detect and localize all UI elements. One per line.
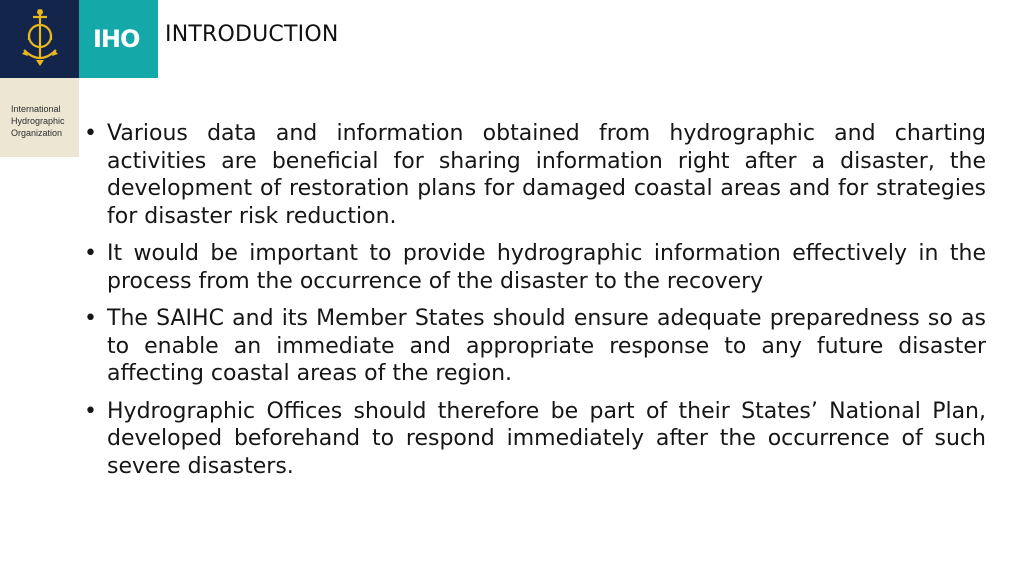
iho-emblem-logo <box>0 0 79 78</box>
iho-wordmark-logo <box>79 0 158 78</box>
org-name-line-3: Organization <box>11 128 63 138</box>
bullet-marker: • <box>84 241 97 266</box>
bullet-item-1 <box>84 120 986 230</box>
organization-name-block <box>0 78 79 157</box>
bullet-marker: • <box>84 398 97 424</box>
bullet-marker: • <box>84 121 97 146</box>
bullet-item-4 <box>84 398 986 481</box>
slide-title: INTRODUCTION <box>165 22 339 47</box>
bullet-item-2 <box>84 240 986 295</box>
bullet-text: Various data and information obtained from hydrographic and charting activities are beneficial for sharing information right after a disaster, the development of restoration plans for damaged coastal areas and for strategies for disaster risk reduction. <box>107 121 986 229</box>
bullet-item-3 <box>84 305 986 388</box>
bullet-marker: • <box>84 306 97 331</box>
bullet-list <box>84 120 986 490</box>
iho-abbreviation: IHO <box>93 25 140 53</box>
org-name-line-2: Hydrographic <box>11 116 65 126</box>
anchor-emblem-icon <box>0 0 79 78</box>
bullet-text: It would be important to provide hydrographic information effectively in the process from the occurrence of the disaster to the recovery <box>107 241 986 294</box>
bullet-text: Hydrographic Offices should therefore be part of their States’ National Plan, developed beforehand to respond immediately after the occurrence of such severe disasters. <box>107 398 986 479</box>
bullet-text: The SAIHC and its Member States should ensure adequate preparedness so as to enable an immediate and appropriate response to any future disaster affecting coastal areas of the region. <box>107 306 986 386</box>
org-name-line-1: International <box>11 104 61 114</box>
